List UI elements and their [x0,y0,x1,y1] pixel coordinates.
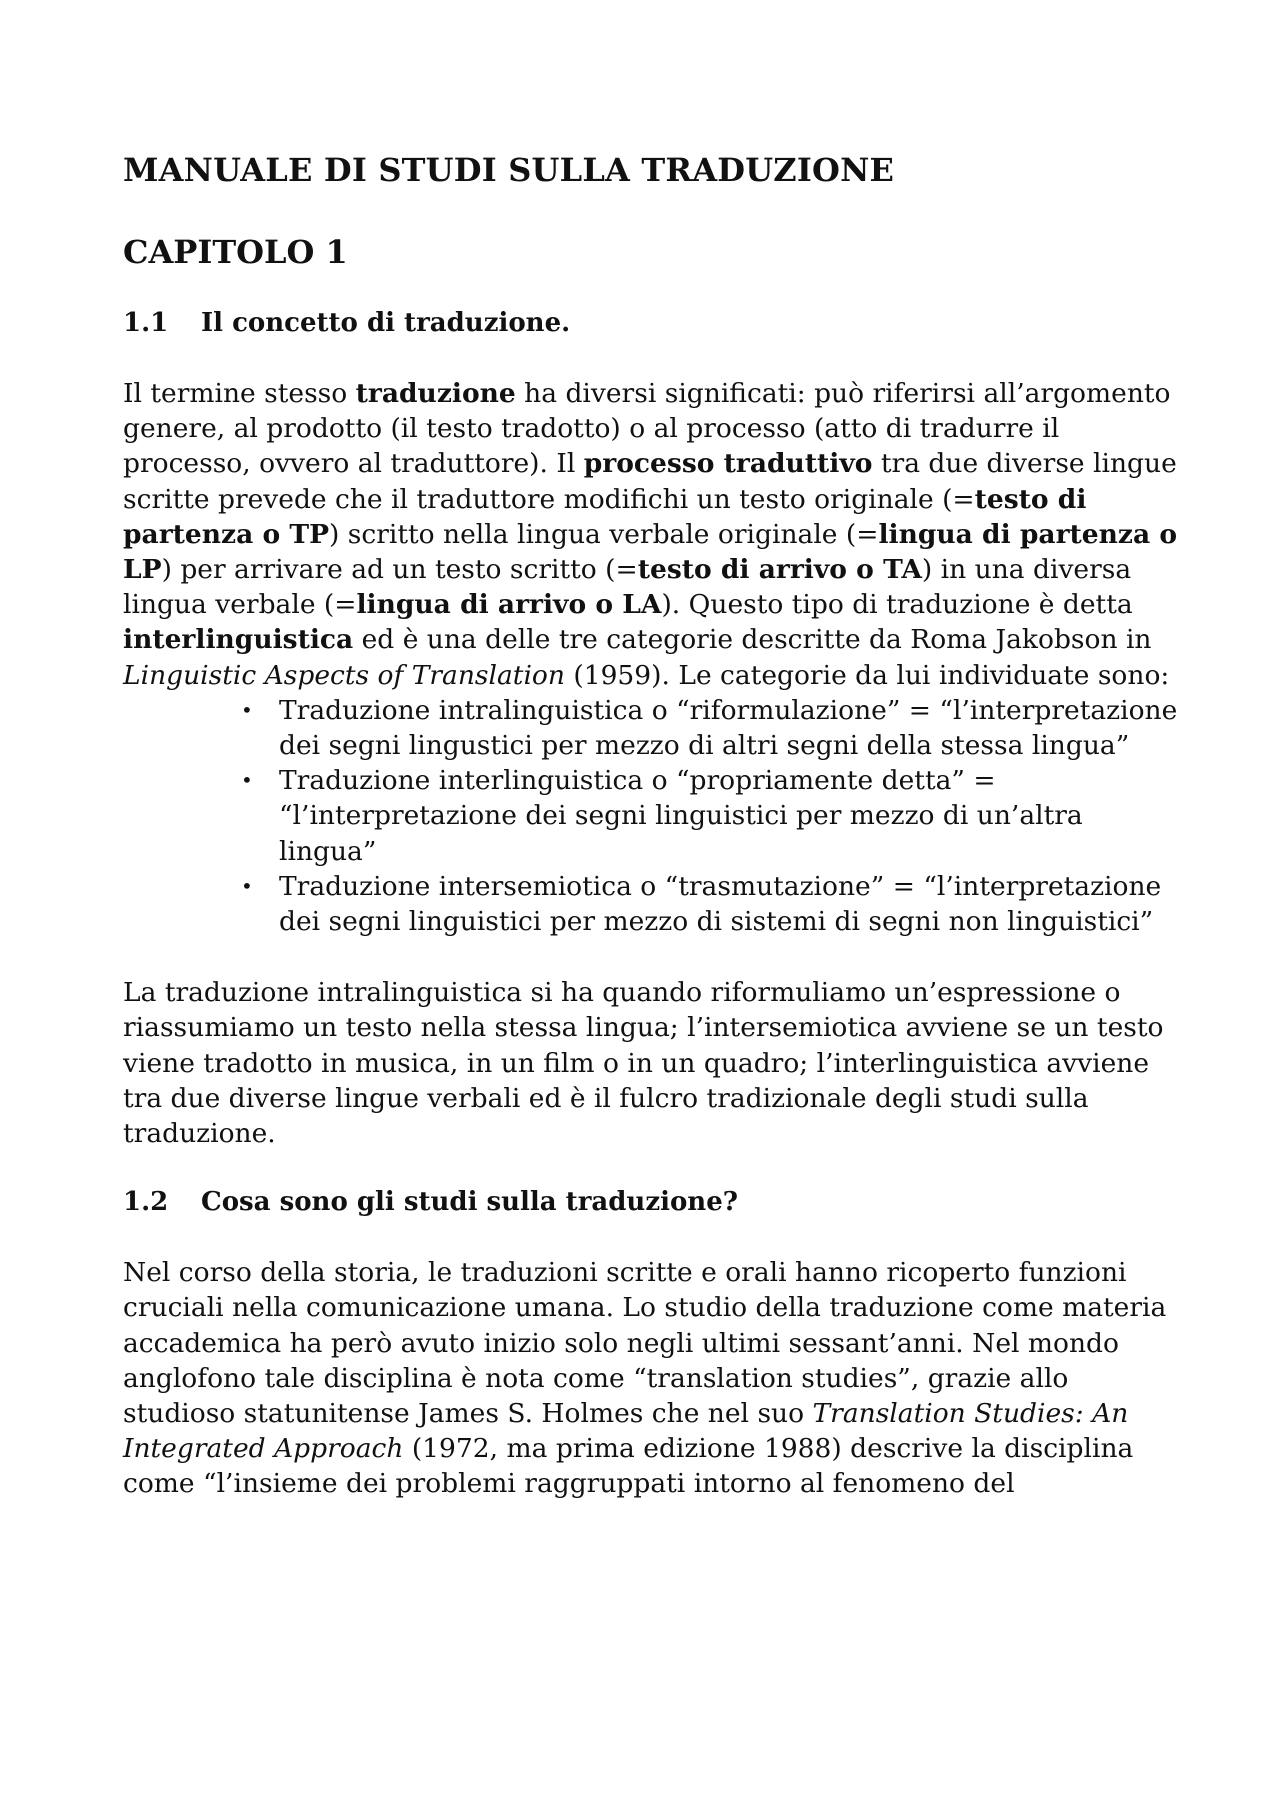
text-run: ed è una delle tre categorie descritte da Roma Jakobson in [353,624,1152,656]
text-run: tra due diverse lingue scritte prevede che il traduttore modifichi un testo originale (= [123,448,1177,515]
section-heading-1-2 [123,1185,1183,1219]
text-run: Il termine stesso [123,378,356,409]
bold-term-lingua-di-partenza: lingua di partenza o LP [123,518,1178,586]
bold-term-processo-traduttivo: processo traduttivo [583,448,873,480]
paragraph-translation-studies [123,1255,1183,1501]
bullet-icon: • [241,768,253,793]
list-item [241,763,1183,869]
bullet-icon: • [241,873,253,898]
text-run: ) scritto nella lingua verbale originale (= [329,518,879,550]
bold-term-interlinguistica: interlinguistica [123,624,354,656]
translation-categories-list [123,693,1183,939]
section-title: Il concetto di traduzione. [201,308,571,338]
section-heading-1-1 [123,306,1183,340]
text-run: ). Questo tipo di traduzione è detta [661,589,1133,621]
italic-book-title: Linguistic Aspects of Translation [123,659,565,691]
bold-term-traduzione: traduzione [355,378,516,409]
italic-book-title: Translation Studies: An Integrated Approach [123,1398,1129,1465]
text-run: ha diversi significati: può riferirsi all’argomento genere, al prodotto (il testo tradotto) o al processo (atto di tradurre il processo, ovvero al traduttore). Il [123,378,1171,480]
document-page [123,150,1183,1502]
list-item [241,869,1183,939]
section-title: Cosa sono gli studi sulla traduzione? [201,1187,738,1218]
bullet-icon: • [241,697,253,722]
paragraph-translation-concept [123,376,1183,693]
section-number: 1.2 [123,1187,169,1218]
list-item-text: Traduzione interlinguistica o “propriamente detta” = “l’interpretazione dei segni linguistici per mezzo di un’altra lingua” [279,765,1083,867]
list-item-text: Traduzione intersemiotica o “trasmutazione” = “l’interpretazione dei segni linguistici per mezzo di sistemi di segni non linguistici” [279,870,1162,938]
list-item [241,693,1183,763]
text-run: ) in una diversa lingua verbale (= [123,554,1132,621]
text-run: (1972, ma prima edizione 1988) descrive la disciplina come “l’insieme dei problemi raggruppati intorno al fenomeno del [123,1433,1134,1500]
document-title: MANUALE DI STUDI SULLA TRADUZIONE [123,151,895,189]
paragraph-translation-types: La traduzione intralinguistica si ha quando riformuliamo un’espressione o riassumiamo un testo nella stessa lingua; l’intersemiotica avviene se un testo viene tradotto in musica, in un film o in un quadro; l’interlinguistica avviene tra due diverse lingue verbali ed è il fulcro tradizionale degli studi sulla traduzione. [123,977,1164,1150]
list-item-text: Traduzione intralinguistica o “riformulazione” = “l’interpretazione dei segni lingustici per mezzo di altri segni della stessa lingua” [279,694,1178,762]
bold-term-lingua-di-arrivo: lingua di arrivo o LA [356,589,662,621]
text-run: Nel corso della storia, le traduzioni scritte e orali hanno ricoperto funzioni cruciali nella comunicazione umana. Lo studio della traduzione come materia accademica ha però avuto inizio solo negli ultimi sessant’anni. Nel mondo anglofono tale disciplina è nota come “translation studies”, grazie allo studioso statunitense James S. Holmes che nel suo [123,1257,1167,1430]
bold-term-testo-di-partenza: testo di partenza o TP [123,483,1087,550]
text-run: (1959). Le categorie da lui individuate sono: [564,659,1170,691]
chapter-heading: CAPITOLO 1 [123,233,348,271]
text-run: ) per arrivare ad un testo scritto (= [161,554,638,586]
bold-term-testo-di-arrivo: testo di arrivo o TA [637,554,922,586]
section-number: 1.1 [123,308,169,338]
